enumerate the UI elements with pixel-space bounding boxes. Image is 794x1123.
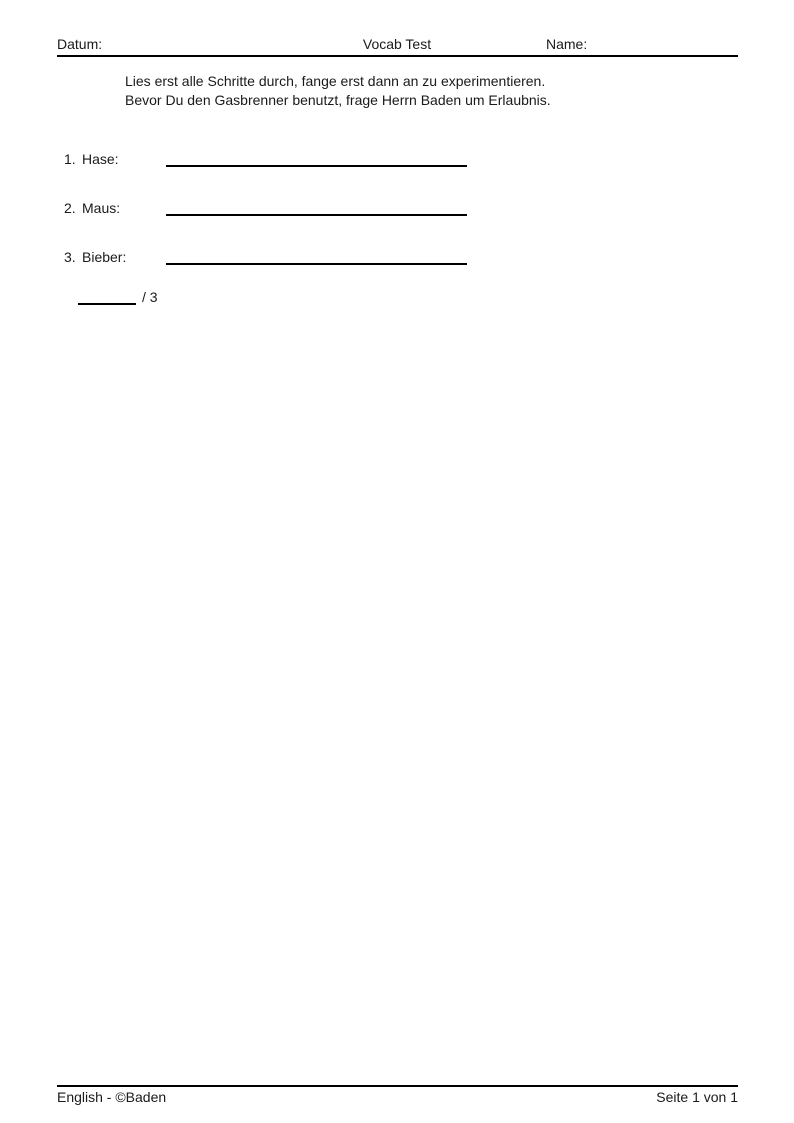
question-number: 3. — [64, 249, 76, 265]
question-row — [0, 249, 794, 269]
question-row — [0, 200, 794, 220]
instruction-line-1: Lies erst alle Schritte durch, fange erst dann an zu experimentieren. — [125, 73, 546, 89]
instruction-line-2: Bevor Du den Gasbrenner benutzt, frage Herrn Baden um Erlaubnis. — [125, 91, 551, 108]
instructions-block — [125, 72, 551, 109]
score-row — [0, 289, 794, 309]
header-rule — [57, 55, 738, 57]
page-title: Vocab Test — [362, 36, 432, 52]
question-label: Hase: — [82, 151, 119, 167]
answer-blank-line — [166, 263, 467, 265]
name-label: Name: — [546, 36, 588, 52]
question-label: Bieber: — [82, 249, 127, 265]
question-label: Maus: — [82, 200, 121, 216]
footer-right-text: Seite 1 von 1 — [656, 1089, 738, 1105]
question-number: 2. — [64, 200, 76, 216]
footer-left-text: English - ©Baden — [57, 1089, 167, 1105]
score-blank-line — [78, 303, 136, 305]
score-total-label: / 3 — [142, 289, 158, 305]
date-label: Datum: — [57, 36, 103, 52]
answer-blank-line — [166, 214, 467, 216]
footer-rule — [57, 1085, 738, 1087]
question-number: 1. — [64, 151, 76, 167]
question-row — [0, 151, 794, 171]
answer-blank-line — [166, 165, 467, 167]
